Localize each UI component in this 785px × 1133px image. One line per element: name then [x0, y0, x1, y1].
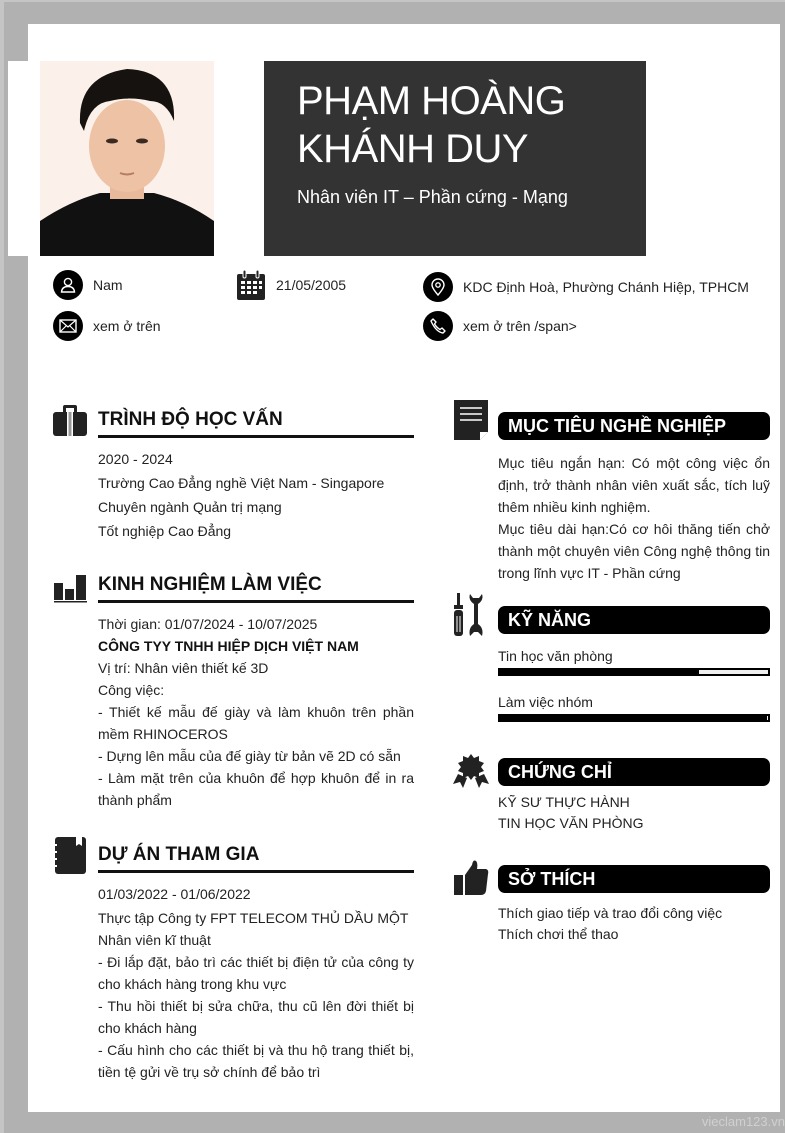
experience-section — [52, 567, 414, 811]
calendar-icon — [236, 270, 266, 300]
experience-duty: - Thiết kế mẫu đế giày và làm khuôn trên phần mềm RHINOCEROS — [98, 704, 414, 742]
profile-photo — [40, 61, 214, 256]
experience-period: Thời gian: 01/07/2024 - 10/07/2025 — [98, 616, 318, 632]
project-task: - Cấu hình cho các thiết bị và thu hộ trang thiết bị, tiền tệ gửi về trụ sở chính để bảo trì — [98, 1042, 414, 1080]
notebook-icon — [52, 837, 88, 873]
briefcase-icon — [52, 402, 88, 438]
education-school: Trường Cao Đẳng nghề Việt Nam - Singapore — [98, 475, 385, 491]
experience-duties-label: Công việc: — [98, 682, 165, 698]
document-lines-icon — [452, 398, 490, 442]
phone-icon — [423, 311, 453, 341]
education-section — [52, 402, 414, 542]
envelope-icon — [53, 311, 83, 341]
objective-title: MỤC TIÊU NGHỀ NGHIỆP — [498, 412, 770, 440]
education-title: TRÌNH ĐỘ HỌC VẤN — [98, 409, 414, 438]
objective-short-term: Mục tiêu ngắn hạn: Có một công việc ổn định, trở thành nhân viên xuất sắc, tích luỹ thêm nhiều kinh nghiệm. — [498, 455, 770, 515]
hobbies-section — [452, 851, 770, 945]
experience-duty: - Dựng lên mẫu của đế giày từ bản vẽ 2D có sẵn — [98, 748, 401, 764]
skills-section — [452, 592, 770, 722]
experience-company: CÔNG TYY TNHH HIỆP DỊCH VIỆT NAM — [98, 638, 359, 654]
contact-email: xem ở trên — [53, 311, 161, 341]
certificate-item: KỸ SƯ THỰC HÀNH — [498, 794, 630, 810]
hobbies-title: SỞ THÍCH — [498, 865, 770, 893]
full-name: PHẠM HOÀNG KHÁNH DUY — [297, 79, 566, 171]
skills-title: KỸ NĂNG — [498, 606, 770, 634]
header-name-box — [264, 61, 646, 256]
watermark: vieclam123.vn — [701, 1114, 785, 1129]
contact-birthday: 21/05/2005 — [236, 270, 346, 300]
award-badge-icon — [452, 744, 490, 788]
location-pin-icon — [423, 272, 453, 302]
certificates-title: CHỨNG CHỈ — [498, 758, 770, 786]
certificate-item: TIN HỌC VĂN PHÒNG — [498, 815, 644, 831]
contact-address: KDC Định Hoà, Phường Chánh Hiệp, TPHCM — [423, 272, 749, 302]
skill-label: Làm việc nhóm — [498, 694, 593, 710]
contact-phone: xem ở trên /span> — [423, 311, 577, 341]
hobby-item: Thích giao tiếp và trao đổi công việc — [498, 905, 723, 921]
education-period: 2020 - 2024 — [98, 451, 173, 467]
project-task: - Đi lắp đặt, bảo trì các thiết bị điện tử của công ty cho khách hàng trong khu vực — [98, 954, 414, 992]
skill-label: Tin học văn phòng — [498, 648, 613, 664]
contact-gender: Nam — [53, 270, 123, 300]
projects-title: DỰ ÁN THAM GIA — [98, 844, 414, 873]
project-task: - Thu hồi thiết bị sửa chữa, thu cũ lên đời thiết bị cho khách hàng — [98, 998, 414, 1036]
thumbs-up-icon — [452, 851, 490, 895]
experience-title: KINH NGHIỆM LÀM VIỆC — [98, 574, 414, 603]
person-icon — [53, 270, 83, 300]
project-period: 01/03/2022 - 01/06/2022 — [98, 886, 251, 902]
objective-long-term: Mục tiêu dài hạn:Có cơ hôi thăng tiến chở thành một chuyên viên Công nghệ thông tin trong lĩnh vực IT - Phần cứng — [498, 521, 770, 581]
skill-bar-tin-hoc-van-phong — [498, 668, 770, 676]
projects-section — [52, 837, 414, 1083]
education-result: Tốt nghiệp Cao Đẳng — [98, 523, 232, 539]
project-role: Nhân viên kĩ thuật — [98, 932, 211, 948]
tools-icon — [452, 592, 490, 636]
experience-position: Vị trí: Nhân viên thiết kế 3D — [98, 660, 269, 676]
project-name: Thực tập Công ty FPT TELECOM THỦ DẦU MỘT — [98, 910, 409, 926]
hobby-item: Thích chơi thể thao — [498, 926, 619, 942]
education-major: Chuyên ngành Quản trị mạng — [98, 499, 282, 515]
job-title: Nhân viên IT – Phần cứng - Mạng — [297, 187, 568, 207]
page-edge — [8, 61, 32, 256]
objective-section — [452, 398, 770, 584]
skill-bar-lam-viec-nhom — [498, 714, 770, 722]
bar-chart-icon — [52, 567, 88, 603]
certificates-section — [452, 744, 770, 834]
experience-duty: - Làm mặt trên của khuôn để hợp khuôn để in ra thành phẩm — [98, 770, 414, 808]
